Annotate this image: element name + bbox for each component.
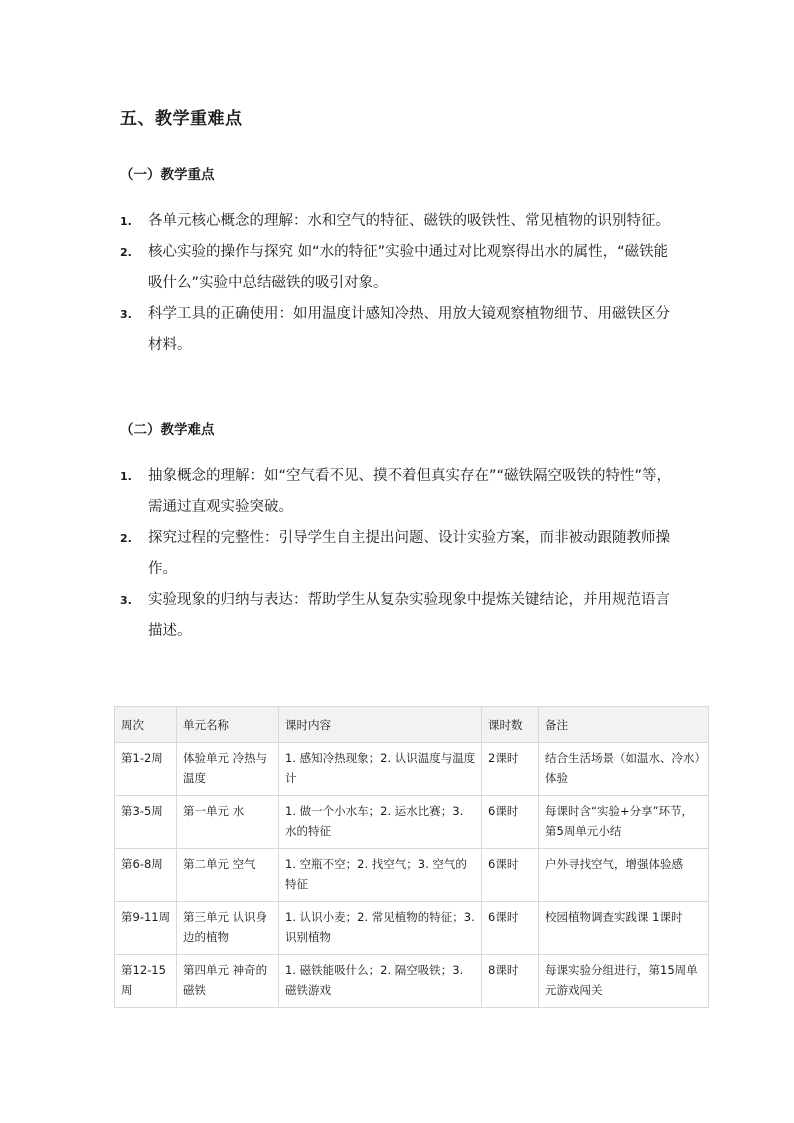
key-points-heading: （一）教学重点 xyxy=(120,167,215,183)
key-points-list xyxy=(120,206,680,361)
column-header-hours: 课时数 xyxy=(482,707,539,743)
list-item xyxy=(120,237,680,299)
difficult-points-heading: （二）教学难点 xyxy=(120,422,215,438)
table-cell: 第四单元 神奇的磁铁 xyxy=(177,955,279,1008)
table-cell: 1. 磁铁能吸什么；2. 隔空吸铁；3. 磁铁游戏 xyxy=(279,955,482,1008)
list-item-number: 2. xyxy=(120,246,132,259)
table-cell: 1. 做一个小水车；2. 运水比赛；3. 水的特征 xyxy=(279,796,482,849)
table-cell: 体验单元 冷热与温度 xyxy=(177,743,279,796)
column-header-content: 课时内容 xyxy=(279,707,482,743)
table-cell: 8课时 xyxy=(482,955,539,1008)
list-item-text: 各单元核心概念的理解：水和空气的特征、磁铁的吸铁性、常见植物的识别特征。 xyxy=(148,213,670,229)
list-item xyxy=(120,206,680,237)
table-cell: 6课时 xyxy=(482,796,539,849)
table-row xyxy=(115,849,709,902)
list-item-text: 抽象概念的理解：如“空气看不见、摸不着但真实存在”“磁铁隔空吸铁的特性”等，需通过直观实验突破。 xyxy=(148,468,672,515)
list-item-number: 3. xyxy=(120,594,132,607)
list-item-number: 3. xyxy=(120,308,132,321)
list-item-number: 1. xyxy=(120,470,132,483)
table-cell: 第1-2周 xyxy=(115,743,177,796)
table-cell: 6课时 xyxy=(482,902,539,955)
column-header-week: 周次 xyxy=(115,707,177,743)
list-item xyxy=(120,585,680,647)
difficult-points-list xyxy=(120,461,680,647)
list-item-text: 探究过程的完整性：引导学生自主提出问题、设计实验方案，而非被动跟随教师操作。 xyxy=(148,530,670,577)
list-item-text: 科学工具的正确使用：如用温度计感知冷热、用放大镜观察植物细节、用磁铁区分材料。 xyxy=(148,306,670,353)
table-cell: 1. 感知冷热现象；2. 认识温度与温度计 xyxy=(279,743,482,796)
section-title: 五、教学重难点 xyxy=(120,109,243,129)
table-cell: 1. 认识小麦；2. 常见植物的特征；3. 识别植物 xyxy=(279,902,482,955)
table-cell: 2课时 xyxy=(482,743,539,796)
table-cell: 结合生活场景（如温水、冷水）体验 xyxy=(539,743,709,796)
teaching-schedule-table xyxy=(114,706,709,1008)
column-header-notes: 备注 xyxy=(539,707,709,743)
list-item xyxy=(120,461,680,523)
table-cell: 第6-8周 xyxy=(115,849,177,902)
table-cell: 每课实验分组进行，第15周单元游戏闯关 xyxy=(539,955,709,1008)
table-cell: 第3-5周 xyxy=(115,796,177,849)
table-row xyxy=(115,902,709,955)
list-item xyxy=(120,523,680,585)
list-item-number: 1. xyxy=(120,215,132,228)
table-row xyxy=(115,743,709,796)
table-cell: 第一单元 水 xyxy=(177,796,279,849)
table-cell: 校园植物调查实践课 1课时 xyxy=(539,902,709,955)
table-cell: 第9-11周 xyxy=(115,902,177,955)
table-cell: 户外寻找空气，增强体验感 xyxy=(539,849,709,902)
table-cell: 1. 空瓶不空；2. 找空气；3. 空气的特征 xyxy=(279,849,482,902)
table-cell: 6课时 xyxy=(482,849,539,902)
table-cell: 第三单元 认识身边的植物 xyxy=(177,902,279,955)
list-item-text: 实验现象的归纳与表达：帮助学生从复杂实验现象中提炼关键结论，并用规范语言描述。 xyxy=(148,592,670,639)
column-header-unit: 单元名称 xyxy=(177,707,279,743)
table-row xyxy=(115,796,709,849)
table-row xyxy=(115,955,709,1008)
table-cell: 第12-15周 xyxy=(115,955,177,1008)
list-item-number: 2. xyxy=(120,532,132,545)
list-item-text: 核心实验的操作与探究 如“水的特征”实验中通过对比观察得出水的属性，“磁铁能吸什么”实验中总结磁铁的吸引对象。 xyxy=(148,244,669,291)
table-header-row xyxy=(115,707,709,743)
list-item xyxy=(120,299,680,361)
table-cell: 第二单元 空气 xyxy=(177,849,279,902)
table-cell: 每课时含“实验+分享”环节，第5周单元小结 xyxy=(539,796,709,849)
